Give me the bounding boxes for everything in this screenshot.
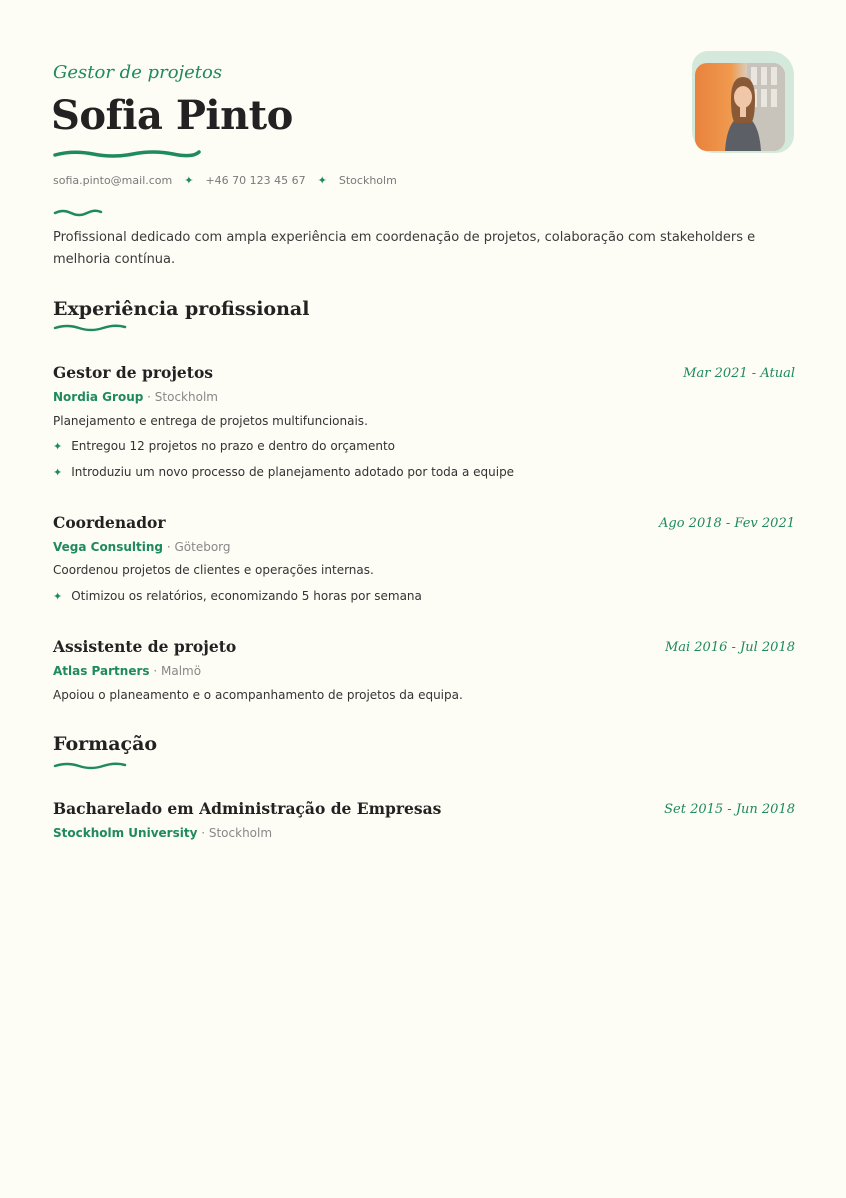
education-title-squiggle (53, 761, 127, 771)
job-description: Coordenou projetos de clientes e operações internas. (53, 563, 374, 577)
experience-title-squiggle (53, 323, 127, 333)
job-bullet (53, 589, 422, 603)
contact-line (53, 174, 397, 187)
company-location: · Stockholm (147, 390, 218, 404)
job-bullet (53, 465, 514, 479)
section-title-experience: Experiência profissional (53, 298, 310, 320)
company-location: · Malmö (153, 664, 202, 678)
contact-phone: +46 70 123 45 67 (205, 174, 306, 187)
bullet-star-icon: ✦ (53, 466, 63, 479)
job-title: Gestor de projetos (53, 363, 214, 382)
job-org (53, 390, 218, 404)
bullet-text: Otimizou os relatórios, economizando 5 horas por semana (71, 589, 422, 603)
person-illustration-icon (695, 63, 785, 151)
job-description: Apoiou o planeamento e o acompanhamento de projetos da equipa. (53, 688, 463, 702)
separator-star-icon: ✦ (317, 174, 327, 187)
school-location: · Stockholm (201, 826, 273, 840)
bullet-star-icon: ✦ (53, 590, 63, 603)
education-org (53, 826, 272, 840)
job-date: Ago 2018 - Fev 2021 (659, 516, 795, 531)
company-name: Nordia Group (53, 390, 144, 404)
summary-squiggle (53, 208, 103, 218)
company-name: Atlas Partners (53, 664, 150, 678)
section-title-education: Formação (53, 733, 158, 755)
name-underline-squiggle (53, 148, 201, 160)
degree-title: Bacharelado em Administração de Empresas (53, 799, 442, 818)
bullet-text: Introduziu um novo processo de planejamento adotado por toda a equipe (71, 465, 515, 479)
contact-email: sofia.pinto@mail.com (53, 174, 173, 187)
company-name: Vega Consulting (53, 540, 164, 554)
education-date: Set 2015 - Jun 2018 (664, 802, 795, 817)
separator-star-icon: ✦ (184, 174, 194, 187)
contact-city: Stockholm (338, 174, 397, 187)
job-org (53, 540, 231, 554)
job-title: Coordenador (53, 513, 166, 532)
job-description: Planejamento e entrega de projetos multifuncionais. (53, 414, 368, 428)
job-title: Assistente de projeto (53, 637, 237, 656)
profile-summary: Profissional dedicado com ampla experiência em coordenação de projetos, colaboração com stakeholders e melhoria contínua. (53, 230, 756, 267)
header-name: Sofia Pinto (51, 92, 293, 139)
job-date: Mai 2016 - Jul 2018 (664, 640, 795, 655)
school-name: Stockholm University (53, 826, 198, 840)
bullet-star-icon: ✦ (53, 440, 63, 453)
job-bullet (53, 439, 395, 453)
company-location: · Göteborg (166, 540, 231, 554)
job-org (53, 664, 201, 678)
avatar (695, 63, 785, 151)
profile-photo (692, 51, 794, 153)
bullet-text: Entregou 12 projetos no prazo e dentro do orçamento (71, 439, 396, 453)
job-date: Mar 2021 - Atual (683, 366, 795, 381)
header-role: Gestor de projetos (53, 62, 223, 83)
